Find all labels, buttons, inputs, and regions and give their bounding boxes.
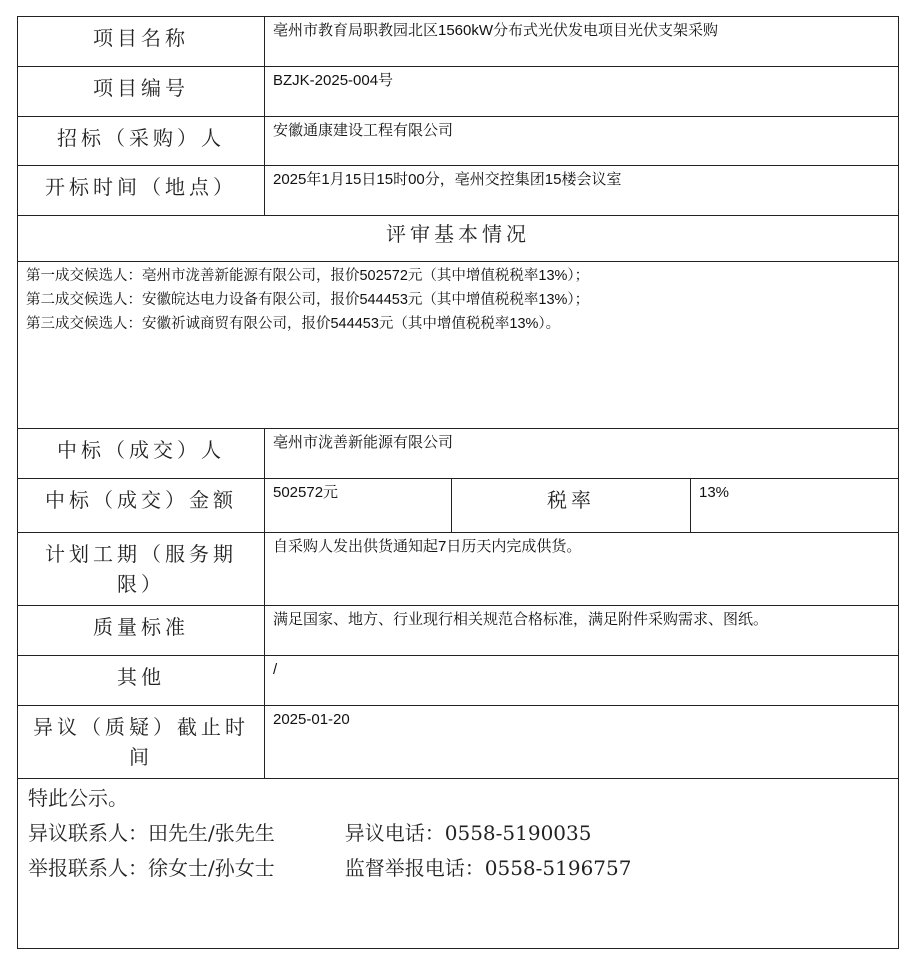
project-name-value: 亳州市教育局职教园北区1560kW分布式光伏发电项目光伏支架采购	[265, 17, 899, 67]
objection-deadline-label: 异议（质疑）截止时间	[18, 706, 265, 779]
row-footer	[18, 779, 899, 949]
opening-value: 2025年1月15日15时00分，亳州交控集团15楼会议室	[265, 166, 899, 216]
row-project-no	[18, 67, 899, 117]
other-label: 其他	[18, 656, 265, 706]
schedule-label: 计划工期（服务期限）	[18, 533, 265, 606]
row-opening	[18, 166, 899, 216]
row-winner	[18, 429, 899, 479]
candidate-third: 第三成交候选人：安徽祈诚商贸有限公司，报价544453元（其中增值税税率13%）。	[26, 316, 561, 332]
candidate-first: 第一成交候选人：亳州市泷善新能源有限公司，报价502572元（其中增值税税率13%）；	[26, 268, 590, 284]
candidate-second: 第二成交候选人：安徽皖达电力设备有限公司，报价544453元（其中增值税税率13%）；	[26, 292, 590, 308]
tax-rate-label: 税率	[452, 479, 691, 533]
opening-label: 开标时间（地点）	[18, 166, 265, 216]
candidates-cell	[18, 262, 899, 429]
tenderer-label: 招标（采购）人	[18, 117, 265, 166]
tenderer-value: 安徽通康建设工程有限公司	[265, 117, 899, 166]
schedule-value: 自采购人发出供货通知起7日历天内完成供货。	[265, 533, 899, 606]
amount-label: 中标（成交）金额	[18, 479, 265, 533]
row-amount	[18, 479, 899, 533]
row-project-name	[18, 17, 899, 67]
row-other	[18, 656, 899, 706]
announcement-table	[17, 16, 899, 949]
quality-value: 满足国家、地方、行业现行相关规范合格标准，满足附件采购需求、图纸。	[265, 606, 899, 656]
winner-value: 亳州市泷善新能源有限公司	[265, 429, 899, 479]
row-candidates	[18, 262, 899, 429]
report-contact-line	[28, 851, 888, 886]
review-section-title: 评审基本情况	[18, 216, 899, 262]
row-schedule	[18, 533, 899, 606]
winner-label: 中标（成交）人	[18, 429, 265, 479]
row-review-title	[18, 216, 899, 262]
objection-contact-line	[28, 816, 888, 851]
report-contact: 举报联系人：徐女士/孙女士	[28, 856, 275, 880]
other-value: /	[265, 656, 899, 706]
row-quality	[18, 606, 899, 656]
quality-label: 质量标准	[18, 606, 265, 656]
notice-text: 特此公示。	[28, 786, 128, 810]
footer-cell	[18, 779, 899, 949]
report-phone: 监督举报电话：0558-5196757	[344, 856, 632, 880]
amount-value: 502572元	[265, 479, 452, 533]
objection-phone: 异议电话：0558-5190035	[344, 821, 592, 845]
row-tenderer	[18, 117, 899, 166]
row-objection-deadline	[18, 706, 899, 779]
tax-rate-value: 13%	[691, 479, 899, 533]
objection-contact: 异议联系人：田先生/张先生	[28, 821, 275, 845]
project-no-value: BZJK-2025-004号	[265, 67, 899, 117]
project-no-label: 项目编号	[18, 67, 265, 117]
objection-deadline-value: 2025-01-20	[265, 706, 899, 779]
project-name-label: 项目名称	[18, 17, 265, 67]
